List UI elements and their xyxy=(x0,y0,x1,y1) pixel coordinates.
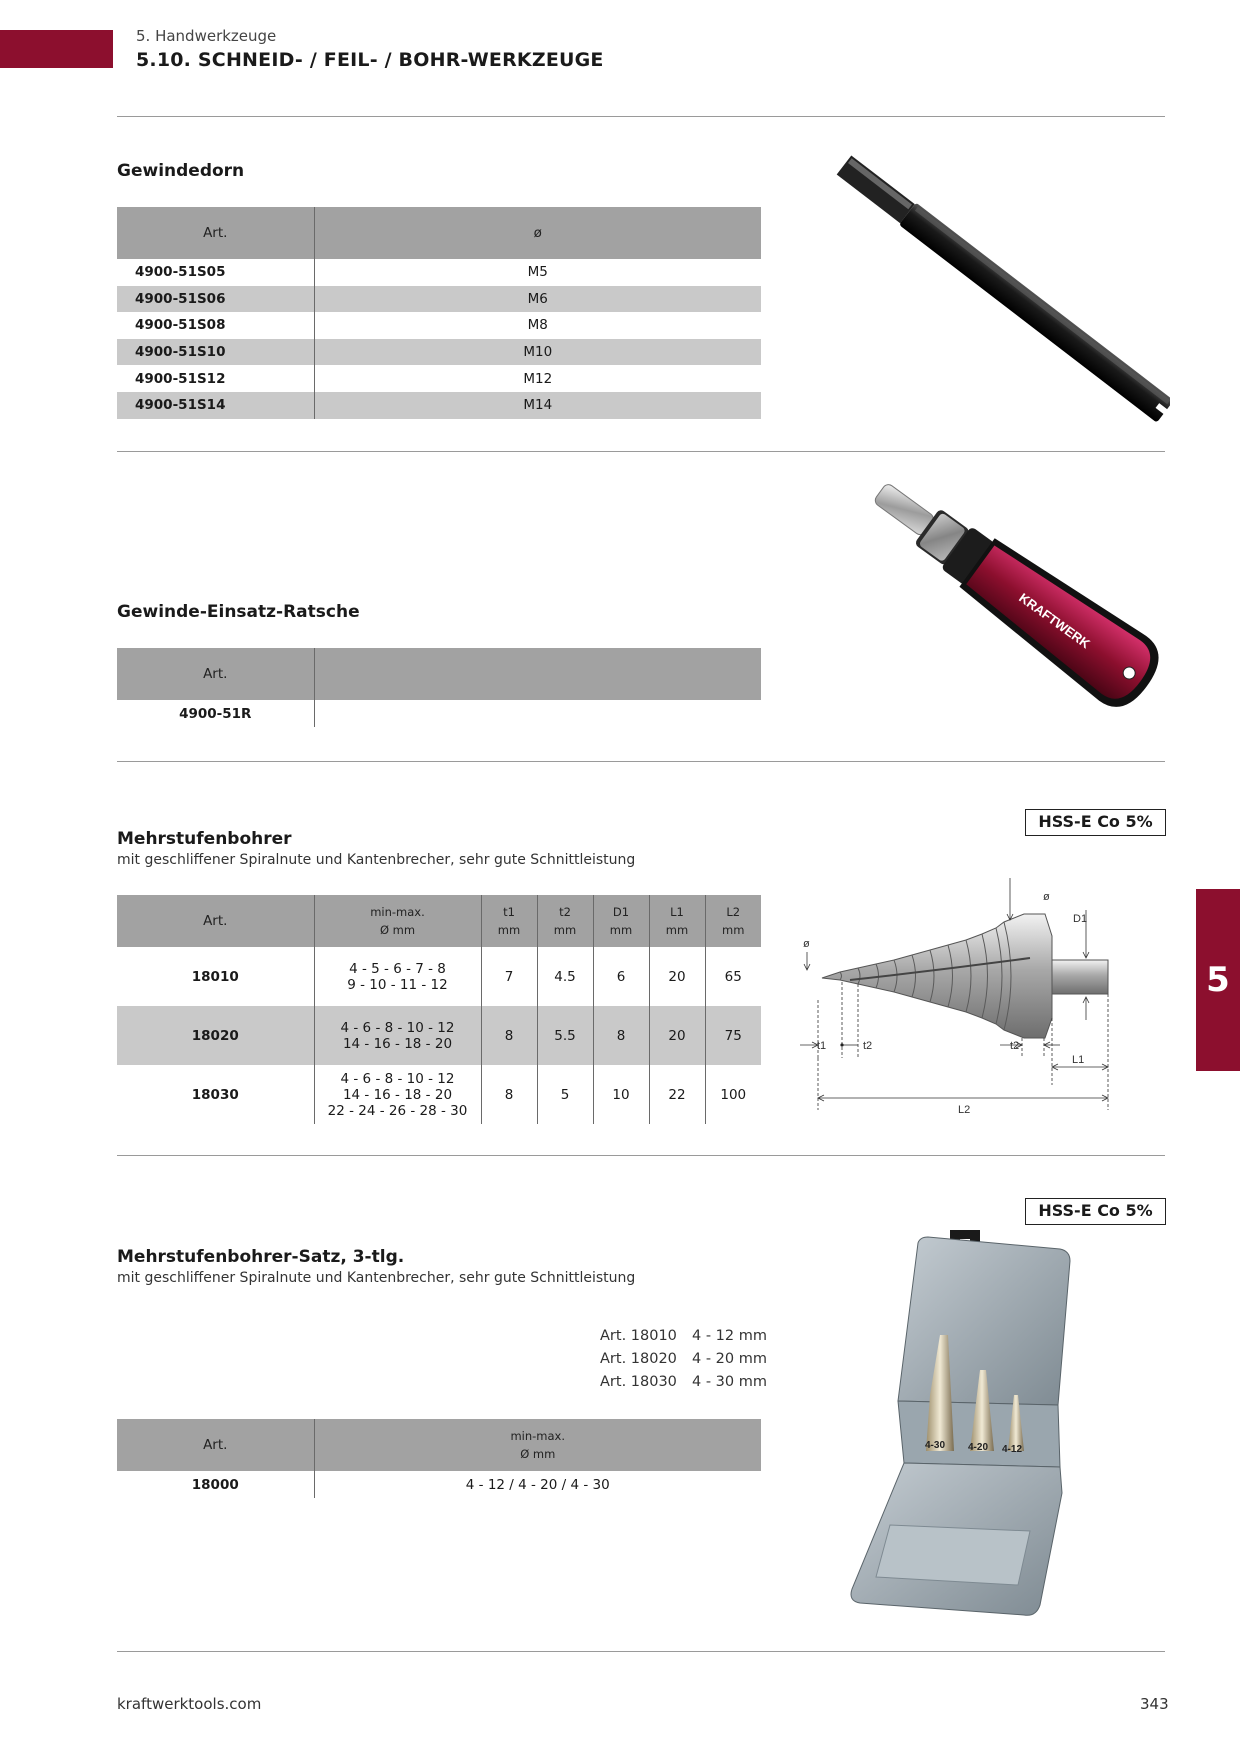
divider xyxy=(117,761,1165,762)
col-header-art: Art. xyxy=(117,895,314,947)
chapter-label: 5. Handwerkzeuge xyxy=(136,27,277,45)
satz-table xyxy=(117,1419,761,1498)
dim-l1-label: L1 xyxy=(1072,1054,1085,1066)
list-item: Art. 18010 4 - 12 mm xyxy=(600,1328,767,1344)
col-header-range: min-max. Ø mm xyxy=(314,1419,761,1471)
list-item: Art. 18030 4 - 30 mm xyxy=(600,1374,767,1390)
dim-dia-label-top: ø xyxy=(1043,891,1050,903)
art-cell: 4900-51S14 xyxy=(117,392,314,419)
gewindedorn-table xyxy=(117,207,761,419)
ratsche-table xyxy=(117,648,761,727)
page-title: 5.10. SCHNEID- / FEIL- / BOHR-WERKZEUGE xyxy=(136,49,604,71)
table-row xyxy=(117,700,761,727)
dim-t2-label: t2 xyxy=(863,1040,873,1052)
t2-cell: 5 xyxy=(537,1065,593,1124)
art-cell: 4900-51S10 xyxy=(117,339,314,366)
section-title-gewindedorn: Gewindedorn xyxy=(117,161,245,181)
table-row xyxy=(117,365,761,392)
col-header-d1: D1 mm xyxy=(593,895,649,947)
range-cell: 4 - 6 - 8 - 10 - 12 14 - 16 - 18 - 20 xyxy=(314,1006,481,1065)
col-header-empty xyxy=(314,648,761,700)
t2-cell: 4.5 xyxy=(537,947,593,1006)
dim-l2-label: L2 xyxy=(958,1104,971,1116)
case-label-4-30: 4-30 xyxy=(925,1440,946,1451)
divider xyxy=(117,451,1165,452)
col-header-art: Art. xyxy=(117,648,314,700)
diameter-cell: M12 xyxy=(523,370,553,387)
mehrstufenbohrer-table xyxy=(117,895,761,1124)
diameter-cell: M6 xyxy=(314,286,761,313)
table-row xyxy=(117,286,761,313)
section-title-mehrstufenbohrer: Mehrstufenbohrer xyxy=(117,829,292,849)
col-header-t2: t2 mm xyxy=(537,895,593,947)
range-cell: 4 - 5 - 6 - 7 - 8 9 - 10 - 11 - 12 xyxy=(314,947,481,1006)
t1-cell: 8 xyxy=(481,1006,537,1065)
l2-cell: 75 xyxy=(705,1006,761,1065)
range-cell: 4 - 12 / 4 - 20 / 4 - 30 xyxy=(465,1476,610,1493)
table-row xyxy=(117,259,761,286)
l2-cell: 100 xyxy=(720,1086,747,1103)
col-header-l2: L2 mm xyxy=(705,895,761,947)
art-cell: 4900-51S12 xyxy=(117,365,314,392)
col-header-range: min-max. Ø mm xyxy=(314,895,481,947)
art-cell: 18010 xyxy=(117,947,314,1006)
case-label-4-12: 4-12 xyxy=(1002,1444,1023,1455)
diameter-cell: M8 xyxy=(527,317,548,334)
section-subtitle: mit geschliffener Spiralnute und Kantenbrecher, sehr gute Schnittleistung xyxy=(117,852,636,868)
ratsche-image xyxy=(855,480,1175,735)
art-cell: 4900-51S06 xyxy=(117,286,314,313)
material-badge: HSS-E Co 5% xyxy=(1025,809,1166,836)
dim-d1-label: D1 xyxy=(1073,913,1088,925)
t1-cell: 7 xyxy=(481,947,537,1006)
ratsche-brand-label: KRAFTWERK xyxy=(1016,590,1093,652)
header-accent-bar xyxy=(0,30,113,68)
divider xyxy=(117,1651,1165,1652)
material-badge: HSS-E Co 5% xyxy=(1025,1198,1166,1225)
diameter-cell: M10 xyxy=(314,339,761,366)
diameter-cell: M14 xyxy=(314,392,761,419)
table-row xyxy=(117,312,761,339)
section-subtitle: mit geschliffener Spiralnute und Kantenbrecher, sehr gute Schnittleistung xyxy=(117,1270,636,1286)
gewindedorn-image xyxy=(830,145,1170,425)
art-cell: 18000 xyxy=(117,1471,314,1498)
step-drill-diagram xyxy=(790,870,1170,1130)
divider xyxy=(117,1155,1165,1156)
col-header-l1: L1 mm xyxy=(649,895,705,947)
l1-cell: 20 xyxy=(649,1006,705,1065)
section-title-ratsche: Gewinde-Einsatz-Ratsche xyxy=(117,602,360,622)
section-title-satz: Mehrstufenbohrer-Satz, 3-tlg. xyxy=(117,1247,405,1267)
footer-url: kraftwerktools.com xyxy=(117,1695,262,1713)
art-cell: 18030 xyxy=(117,1065,314,1124)
table-row xyxy=(117,339,761,366)
art-cell: 4900-51R xyxy=(117,700,314,727)
l1-cell: 22 xyxy=(649,1065,705,1124)
table-row xyxy=(117,1471,761,1498)
l1-cell: 20 xyxy=(649,947,705,1006)
satz-article-list xyxy=(600,1328,767,1397)
col-header-art: Art. xyxy=(117,1419,314,1471)
d1-cell: 10 xyxy=(593,1065,649,1124)
dim-t2-label-right: t2 xyxy=(1010,1040,1020,1052)
table-row xyxy=(117,1065,761,1124)
col-header-art: Art. xyxy=(117,207,314,259)
table-row xyxy=(117,947,761,1006)
divider xyxy=(117,116,1165,117)
list-item: Art. 18020 4 - 20 mm xyxy=(600,1351,767,1367)
case-label-4-20: 4-20 xyxy=(968,1442,989,1453)
table-row xyxy=(117,1006,761,1065)
t1-cell: 8 xyxy=(481,1065,537,1124)
diameter-cell: M5 xyxy=(527,264,548,281)
t2-cell: 5.5 xyxy=(537,1006,593,1065)
col-header-t1: t1 mm xyxy=(481,895,537,947)
l2-cell: 65 xyxy=(724,968,742,985)
satz-case-image xyxy=(830,1225,1080,1625)
chapter-side-tab: 5 xyxy=(1196,889,1240,1071)
dim-dia-label-left: ø xyxy=(803,938,810,950)
art-cell: 18020 xyxy=(117,1006,314,1065)
dim-t1-label: t1 xyxy=(817,1040,827,1052)
art-cell: 4900-51S05 xyxy=(117,259,314,286)
page-number: 343 xyxy=(1140,1695,1169,1713)
art-cell: 4900-51S08 xyxy=(117,312,314,339)
d1-cell: 6 xyxy=(593,947,649,1006)
range-cell: 4 - 6 - 8 - 10 - 12 14 - 16 - 18 - 20 22 - 24 - 26 - 28 - 30 xyxy=(314,1065,481,1124)
d1-cell: 8 xyxy=(593,1006,649,1065)
table-row xyxy=(117,392,761,419)
col-header-diameter: ø xyxy=(314,207,761,259)
